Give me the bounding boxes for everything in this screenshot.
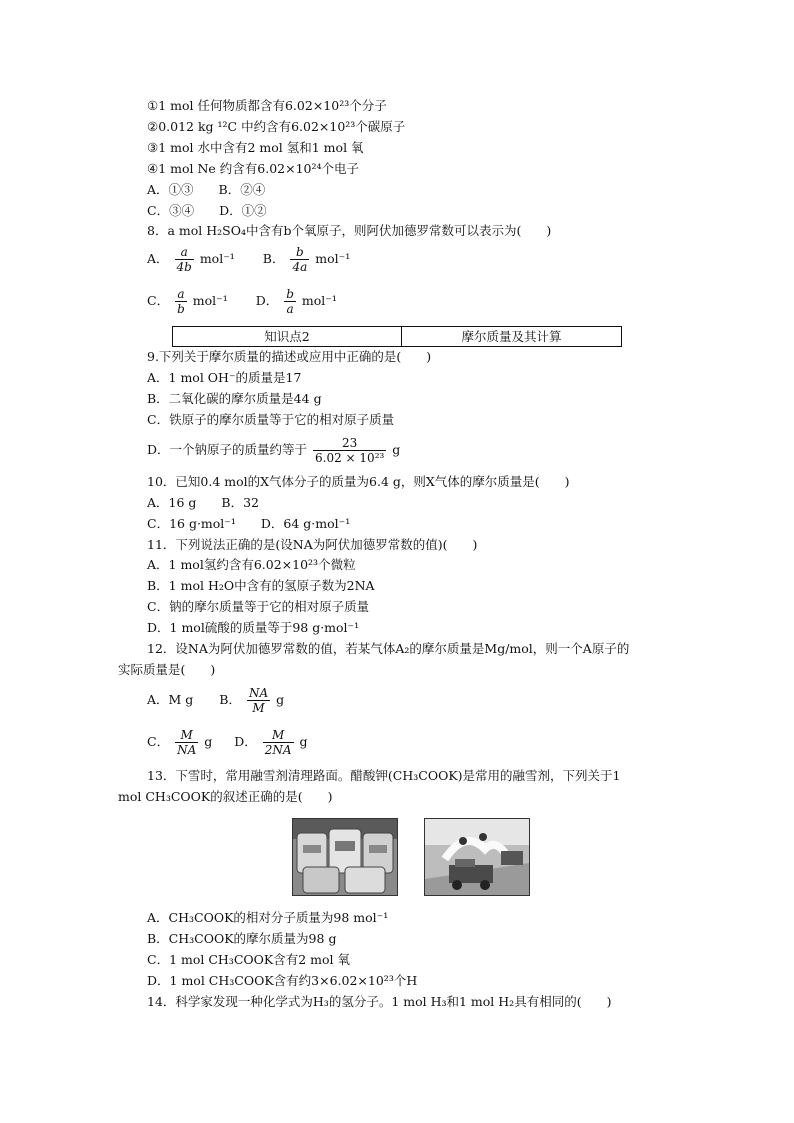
q8-d-label: D． <box>255 293 279 308</box>
q8-a-num: a <box>180 245 188 259</box>
statement-3: ③1 mol 水中含有2 mol 氢和1 mol 氧 <box>147 140 364 155</box>
q11-option-c: C．钠的摩尔质量等于它的相对原子质量 <box>147 599 370 614</box>
q10-options-cd: C．16 g·mol⁻¹ D．64 g·mol⁻¹ <box>147 516 351 531</box>
statement-1: ①1 mol 任何物质都含有6.02×10²³个分子 <box>147 98 387 113</box>
q8-b-unit: mol⁻¹ <box>315 251 351 266</box>
q8-a-den: 4b <box>176 260 192 274</box>
q8-b-den: 4a <box>292 260 308 274</box>
q14-stem: 14．科学家发现一种化学式为H₃的氢分子。1 mol H₃和1 mol H₂具有相同的( ) <box>147 994 612 1009</box>
statement-2: ②0.012 kg ¹²C 中约含有6.02×10²³个碳原子 <box>147 119 406 134</box>
statement-4: ④1 mol Ne 约含有6.02×10²⁴个电子 <box>147 161 360 176</box>
q12-stem-line1: 12．设NA为阿伏加德罗常数的值，若某气体A₂的摩尔质量是Mg/mol，则一个A原子的 <box>147 641 630 656</box>
knowledge-point-topic: 摩尔质量及其计算 <box>461 329 562 344</box>
q8-d-den: a <box>284 301 296 316</box>
q8-d-num: b <box>286 287 294 301</box>
q12-d-fraction <box>263 728 294 757</box>
q9-d-text: D．一个钠原子的质量约等于 <box>147 442 308 457</box>
q11-option-b: B．1 mol H₂O中含有的氢原子数为2NA <box>147 578 375 593</box>
photo-salt-bags <box>292 818 398 896</box>
q8-stem: 8．a mol H₂SO₄中含有b个氧原子，则阿伏加德罗常数可以表示为( ) <box>147 223 552 238</box>
q9-option-c: C．铁原子的摩尔质量等于它的相对原子质量 <box>147 412 395 427</box>
q8-a-label: A． <box>147 251 169 266</box>
q12-c-label: C． <box>147 734 170 749</box>
q12-b-num: NA <box>248 686 269 700</box>
q9-d-unit: g <box>392 442 401 457</box>
q12-c-unit: g <box>204 734 213 749</box>
q10-options-ab: A．16 g B．32 <box>147 495 259 510</box>
q12-options-ab <box>147 686 284 715</box>
q9-stem: 9.下列关于摩尔质量的描述或应用中正确的是( ) <box>147 349 432 364</box>
q13-stem-line1: 13．下雪时，常用融雪剂清理路面。醋酸钾(CH₃COOK)是常用的融雪剂，下列关于1 <box>147 768 621 783</box>
q13-option-c: C．1 mol CH₃COOK含有2 mol 氧 <box>147 952 350 967</box>
q12-d-label: D． <box>234 734 257 749</box>
q12-b-label: B． <box>219 692 241 707</box>
q7-options-ab: A．①③ B．②④ <box>147 182 266 197</box>
q12-c-num: M <box>180 728 193 742</box>
q12-options-cd <box>147 728 308 757</box>
q13-option-a: A．CH₃COOK的相对分子质量为98 mol⁻¹ <box>147 910 389 925</box>
photo-snow-truck <box>424 818 530 896</box>
q9-option-a: A．1 mol OH⁻的质量是17 <box>147 370 302 385</box>
q8-options-cd <box>147 287 337 316</box>
q8-a-unit: mol⁻¹ <box>199 251 235 266</box>
q13-option-d: D．1 mol CH₃COOK含有约3×6.02×10²³个H <box>147 973 418 988</box>
q8-c-fraction <box>175 287 187 316</box>
q12-c-den: NA <box>177 743 197 757</box>
knowledge-point-table <box>172 326 622 347</box>
q8-c-label: C． <box>147 293 170 308</box>
q11-stem: 11．下列说法正确的是(设NA为阿伏加德罗常数的值)( ) <box>147 537 478 552</box>
q12-d-num: M <box>271 728 285 742</box>
q8-options-ab <box>147 245 350 274</box>
q7-options-cd: C．③④ D．①② <box>147 203 267 218</box>
q12-d-den: 2NA <box>264 743 292 757</box>
q9-d-den: 6.02 × 10²³ <box>315 451 385 465</box>
q9-d-fraction <box>313 436 386 465</box>
q12-stem-line2: 实际质量是( ) <box>118 662 216 677</box>
q8-a-fraction <box>175 245 194 274</box>
q8-b-num: b <box>296 245 304 259</box>
q8-c-den: b <box>177 302 185 316</box>
q12-b-fraction <box>247 686 270 715</box>
q9-option-b: B．二氧化碳的摩尔质量是44 g <box>147 391 322 406</box>
q9-d-num: 23 <box>342 436 358 450</box>
q13-option-b: B．CH₃COOK的摩尔质量为98 g <box>147 931 337 946</box>
q10-stem: 10．已知0.4 mol的X气体分子的质量为6.4 g，则X气体的摩尔质量是( ) <box>147 474 570 489</box>
q8-c-unit: mol⁻¹ <box>192 293 228 308</box>
q11-option-d: D．1 mol硫酸的质量等于98 g·mol⁻¹ <box>147 620 360 635</box>
q11-option-a: A．1 mol氢约含有6.02×10²³个微粒 <box>147 557 356 572</box>
q8-b-label: B． <box>262 251 285 266</box>
q9-option-d <box>147 436 400 465</box>
q13-stem-line2: mol CH₃COOK的叙述正确的是( ) <box>118 789 333 804</box>
q12-b-den: M <box>247 700 270 715</box>
q8-c-num: a <box>177 287 185 301</box>
q8-d-unit: mol⁻¹ <box>301 293 337 308</box>
q8-d-fraction <box>284 287 296 316</box>
q12-option-a: A．M g <box>147 692 194 707</box>
q12-d-unit: g <box>299 734 308 749</box>
knowledge-point-label: 知识点2 <box>173 327 402 346</box>
q12-c-fraction <box>175 728 198 757</box>
q12-b-unit: g <box>276 692 285 707</box>
q8-b-fraction <box>290 245 309 274</box>
